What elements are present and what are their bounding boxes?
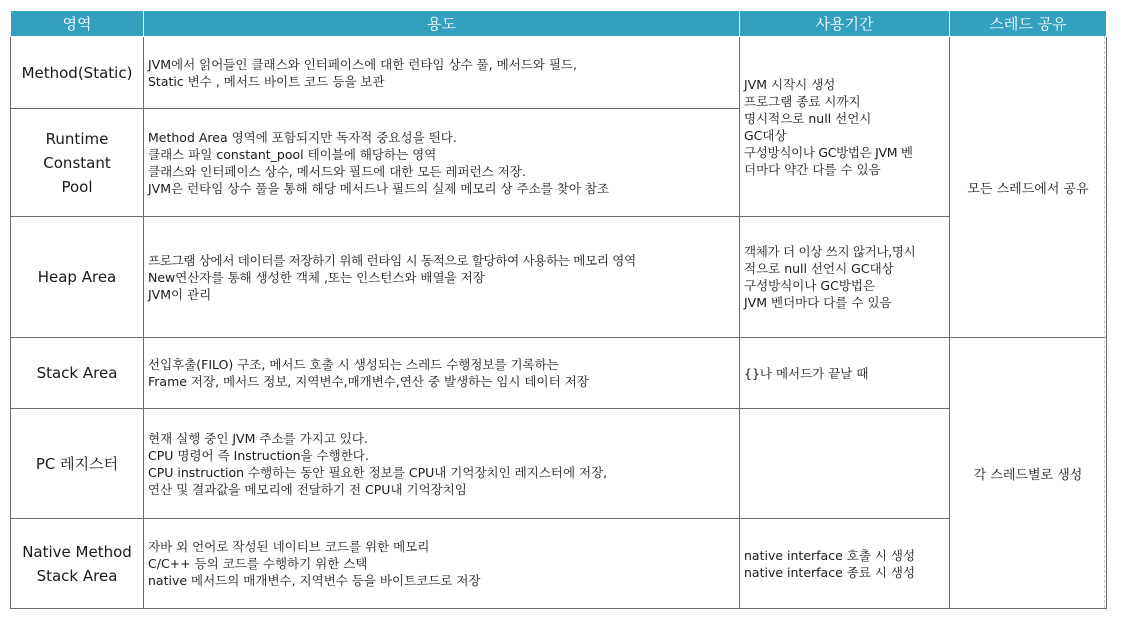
jvm-memory-table-sheet: [10, 10, 1106, 610]
area-cell-stack-area: [11, 338, 144, 409]
table-row-native-method-stack: [11, 519, 1107, 609]
area-label: Pool: [61, 177, 93, 196]
period-line: native interface 호출 시 생성: [744, 547, 916, 563]
usage-line: Method Area 영역에 포함되지만 독자적 중요성을 띈다.: [148, 129, 457, 145]
area-label: Constant: [43, 153, 111, 172]
period-line: JVM 시작시 생성: [744, 76, 836, 92]
usage-line: JVM은 런타임 상수 풀을 통해 해당 메서드나 필드의 실제 메모리 상 주소를 찾아 참조: [148, 180, 610, 196]
area-cell-runtime-constant-pool: [11, 109, 144, 217]
share-cell-shared: 모든 스레드에서 공유: [950, 37, 1107, 338]
period-line: GC대상: [744, 127, 787, 143]
period-line: 구성방식이나 GC방법은: [744, 278, 876, 293]
usage-line: 연산 및 결과값을 메모리에 전달하기 전 CPU내 기억장치임: [148, 481, 467, 497]
period-cell-heap: [740, 217, 950, 338]
period-line: 구성방식이나 GC방법은 JVM 벤: [744, 144, 913, 160]
area-label: Stack Area: [36, 364, 118, 382]
area-cell-method-static: [11, 37, 144, 109]
area-cell-pc-register: [11, 409, 144, 519]
period-cell-pc: [740, 409, 950, 519]
table-row-heap-area: [11, 217, 1107, 338]
period-line: 적으로 null 선언시 GC대상: [744, 261, 894, 276]
jvm-memory-table: [10, 10, 1107, 609]
area-label: Method(Static): [21, 63, 133, 82]
usage-line: native 메서드의 매개변수, 지역변수 등을 바이트코드로 저장: [148, 573, 481, 588]
period-line: JVM 벤더마다 다를 수 있음: [744, 295, 892, 310]
usage-line: 선입후출(FILO) 구조, 메서드 호출 시 생성되는 스레드 수행정보를 기록하는: [148, 357, 559, 372]
area-cell-heap-area: [11, 217, 144, 338]
area-label: Stack Area: [36, 566, 118, 585]
area-cell-native-method-stack: [11, 519, 144, 609]
usage-line: Frame 저장, 메서드 정보, 지역변수,매개변수,연산 중 발생하는 임시 데이터 저장: [148, 374, 589, 389]
period-line: 명시적으로 null 선언시: [744, 110, 872, 126]
usage-line: 자바 외 언어로 작성된 네이티브 코드를 위한 메모리: [148, 539, 430, 554]
usage-cell-method-static: [144, 37, 740, 109]
period-line: native interface 종료 시 생성: [744, 564, 916, 580]
usage-line: 프로그램 상에서 데이터를 저장하기 위해 런타임 시 동적으로 할당하여 사용하는 메모리 영역: [148, 252, 636, 268]
usage-line: JVM에서 읽어들인 클래스와 인터페이스에 대한 런타임 상수 풀, 메서드와 필드,: [148, 56, 577, 72]
table-row-method-static: [11, 37, 1107, 109]
period-cell-native: [740, 519, 950, 609]
period-line: 프로그램 종료 시까지: [744, 93, 861, 109]
area-label: Heap Area: [37, 268, 117, 286]
sheet-gridline-edge: [1104, 36, 1107, 608]
usage-line: 클래스 파일 constant_pool 테이블에 해당하는 영역: [148, 146, 437, 162]
usage-line: JVM이 관리: [148, 286, 212, 302]
header-usage: 용도: [144, 11, 740, 37]
period-line: 더마다 약간 다를 수 있음: [744, 161, 881, 177]
table-row-pc-register: [11, 409, 1107, 519]
area-label: Native Method: [22, 542, 132, 561]
header-area: 영역: [11, 11, 144, 37]
period-line: 객체가 더 이상 쓰지 않거나,명시: [744, 244, 916, 259]
usage-line: CPU 명령어 즉 Instruction을 수행한다.: [148, 447, 369, 463]
usage-line: 현재 실행 중인 JVM 주소를 가지고 있다.: [148, 430, 368, 446]
usage-cell-heap-area: [144, 217, 740, 338]
usage-cell-pc-register: [144, 409, 740, 519]
usage-line: Static 변수 , 메서드 바이트 코드 등을 보관: [148, 73, 385, 89]
usage-line: 클래스와 인터페이스 상수, 메서드와 필드에 대한 모든 레퍼런스 저장.: [148, 163, 526, 179]
usage-cell-native-method-stack: [144, 519, 740, 609]
period-line: {}나 메서드가 끝날 때: [744, 365, 869, 381]
usage-line: CPU instruction 수행하는 동안 필요한 정보를 CPU내 기억장치인 레지스터에 저장,: [148, 464, 608, 480]
area-label: PC 레지스터: [35, 454, 119, 473]
usage-cell-runtime-constant-pool: [144, 109, 740, 217]
usage-line: C/C++ 등의 코드를 수행하기 위한 스택: [148, 556, 368, 571]
period-cell-method-constant: [740, 37, 950, 217]
table-row-stack-area: [11, 338, 1107, 409]
area-label: Runtime: [45, 129, 109, 148]
usage-line: New연산자를 통해 생성한 객체 ,또는 인스턴스와 배열을 저장: [148, 269, 485, 285]
header-period: 사용기간: [740, 11, 950, 37]
share-cell-per-thread: 각 스레드별로 생성: [950, 338, 1107, 609]
header-thread-share: 스레드 공유: [950, 11, 1107, 37]
usage-cell-stack-area: [144, 338, 740, 409]
header-row: [11, 11, 1107, 37]
period-cell-stack: [740, 338, 950, 409]
